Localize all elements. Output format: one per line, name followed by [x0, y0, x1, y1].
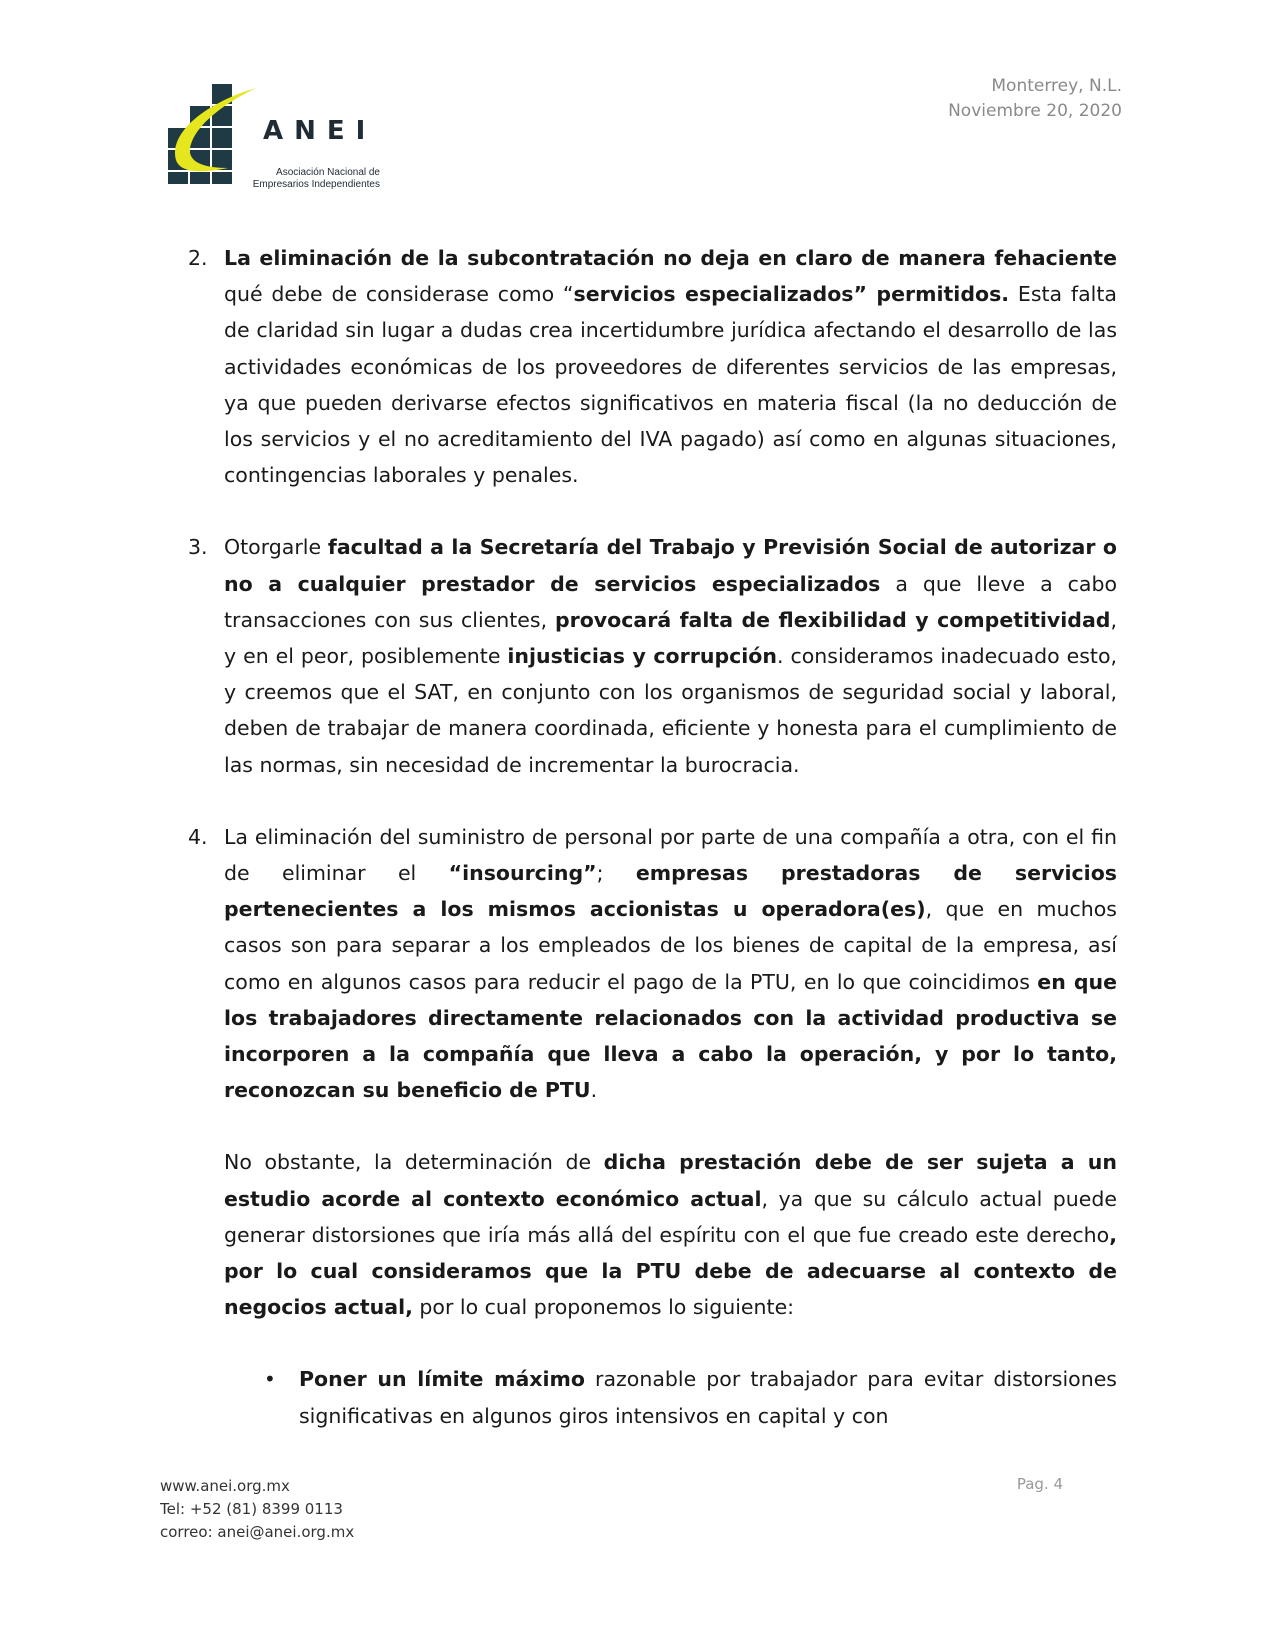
- text-segment: ;: [596, 861, 636, 886]
- text-segment: Esta falta de claridad sin lugar a dudas crea incertidumbre jurídica afectando el desarrollo de las actividades económicas de los proveedores de diferentes servicios de las empresas, ya que pueden derivarse efectos significativos en materia fiscal (la no deducción de los servicios y el no acreditamiento del IVA pagado) así como en algunas situaciones, contingencias laborales y penales.: [224, 282, 1117, 488]
- bold-text-segment: servicios especializados” permitidos.: [573, 282, 1010, 307]
- logo-subtitle-line2: Empresarios Independientes: [252, 179, 380, 190]
- bullet-text: [299, 1367, 1117, 1427]
- ptu-paragraph: [188, 1144, 1117, 1325]
- bullet-icon: •: [264, 1367, 276, 1392]
- text-segment: , ya que su cálculo actual puede generar distorsiones que iría más allá del espíritu con el que fue creado este derecho: [224, 1186, 1117, 1247]
- item-text: [224, 246, 1117, 487]
- bold-text-segment: empresas prestadoras de servicios pertenecientes a los mismos accionistas u operadora(es): [224, 861, 1117, 922]
- text-segment: No obstante, la determinación de: [224, 1150, 604, 1175]
- text-segment: , que en muchos casos son para separar a los empleados de los bienes de capital de la empresa, así como en algunos casos para reducir el pago de la PTU, en lo que coincidimos: [224, 897, 1117, 994]
- bold-text-segment: injusticias y corrupción: [507, 644, 777, 669]
- anei-logo: [168, 82, 428, 202]
- document-body: [188, 240, 1117, 1434]
- footer-email[interactable]: correo: anei@anei.org.mx: [160, 1523, 355, 1541]
- numbered-item-4: [188, 819, 1117, 1109]
- page-number: Pag. 4: [1016, 1475, 1063, 1493]
- item-number: 3.: [188, 535, 208, 560]
- bold-text-segment: en que los trabajadores directamente relacionados con la actividad productiva se incorporen a la compañía que lleva a cabo la operación, y por lo tanto, reconozcan su beneficio de PTU: [224, 969, 1117, 1103]
- text-segment: , y en el peor, posiblemente: [224, 607, 1118, 669]
- paragraph-text: [224, 1150, 1117, 1319]
- bold-text-segment: La eliminación de la subcontratación no deja en claro de manera fehaciente: [224, 246, 1117, 270]
- item-text: [224, 535, 1117, 776]
- numbered-item-2: [188, 240, 1117, 493]
- numbered-item-3: [188, 529, 1117, 782]
- item-number: 4.: [188, 824, 208, 849]
- bold-text-segment: “insourcing”: [448, 861, 597, 886]
- header-city: Monterrey, N.L.: [991, 76, 1122, 96]
- text-segment: .: [590, 1078, 598, 1103]
- logo-subtitle-line1: Asociación Nacional de: [276, 167, 380, 178]
- logo-subtitle: [243, 167, 380, 191]
- bold-text-segment: facultad a la Secretaría del Trabajo y Previsión Social de autorizar o no a cualquier prestador de servicios especializados: [224, 535, 1117, 596]
- bold-text-segment: dicha prestación debe de ser sujeta a un estudio acorde al contexto económico actual: [224, 1150, 1117, 1211]
- text-segment: . consideramos inadecuado esto, y creemos que el SAT, en conjunto con los organismos de seguridad social y laboral, deben de trabajar de manera coordinada, eficiente y honesta para el cumplimiento de las normas, sin necesidad de incrementar la burocracia.: [224, 644, 1117, 777]
- logo-name: ANEI: [263, 116, 377, 146]
- bullet-item: [188, 1361, 1117, 1433]
- footer-phone: Tel: +52 (81) 8399 0113: [160, 1500, 343, 1518]
- text-segment: La eliminación del suministro de personal por parte de una compañía a otra, con el fin de eliminar el: [224, 824, 1117, 886]
- text-segment: razonable por trabajador para evitar distorsiones significativas en algunos giros intensivos en capital y con: [299, 1367, 1117, 1428]
- header-location-date: [948, 74, 1122, 124]
- footer-contact: [160, 1475, 354, 1544]
- bold-text-segment: provocará falta de flexibilidad y competitividad: [554, 607, 1111, 632]
- footer-website[interactable]: www.anei.org.mx: [160, 1477, 290, 1495]
- item-text: [224, 825, 1117, 1102]
- text-segment: qué debe de considerase como “: [224, 282, 574, 307]
- text-segment: por lo cual proponemos lo siguiente:: [412, 1295, 795, 1320]
- text-segment: a que lleve a cabo transacciones con sus clientes,: [224, 571, 1118, 632]
- item-number: 2.: [188, 246, 208, 270]
- header-date: Noviembre 20, 2020: [948, 101, 1122, 121]
- bold-text-segment: Poner un límite máximo: [299, 1367, 585, 1392]
- bold-text-segment: , por lo cual consideramos que la PTU debe de adecuarse al contexto de negocios actual,: [224, 1222, 1117, 1320]
- text-segment: Otorgarle: [224, 535, 328, 560]
